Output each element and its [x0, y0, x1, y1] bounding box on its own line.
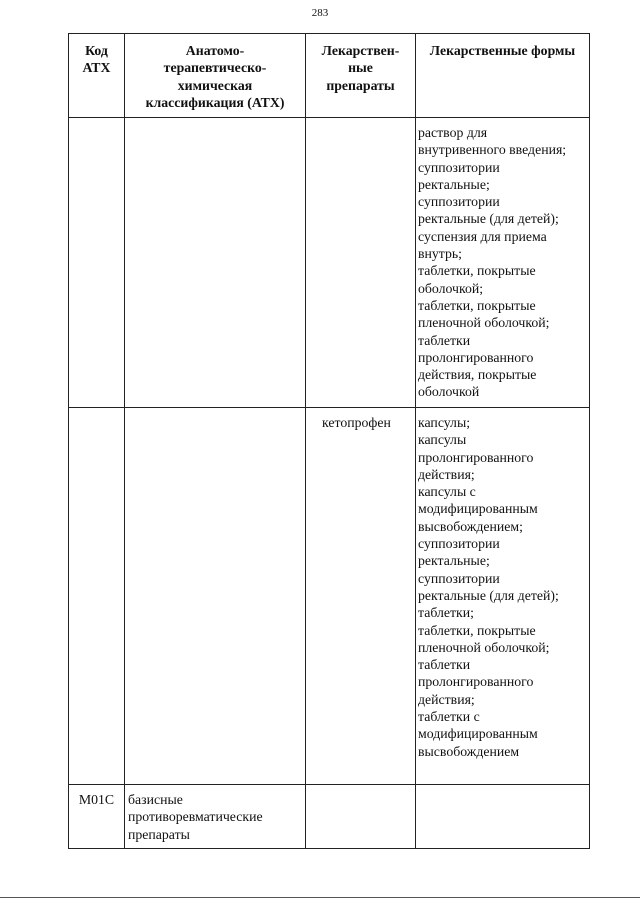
form-line: действия; [418, 691, 475, 707]
header-code-line: Код [85, 43, 108, 58]
cell-classification [125, 785, 306, 849]
form-line: действия; [418, 466, 475, 482]
table-row [69, 118, 590, 408]
form-line: внутривенного введения; [418, 142, 567, 158]
form-line: суппозитории [418, 194, 500, 210]
header-forms-line: Лекарственные формы [429, 43, 576, 58]
cell-code: M01C [69, 785, 125, 849]
cell-drug [306, 785, 416, 849]
header-forms [416, 34, 590, 118]
header-row [69, 34, 590, 118]
cell-drug: кетопрофен [306, 408, 416, 785]
form-line: пролонгированного [418, 674, 534, 690]
form-line: капсулы [418, 432, 467, 448]
form-line: таблетки [418, 332, 471, 348]
cell-code [69, 408, 125, 785]
table-row [69, 785, 590, 849]
form-line: пленочной оболочкой; [418, 639, 550, 655]
header-classification-line: химическая [177, 77, 253, 93]
form-line: суппозитории [418, 570, 500, 586]
form-line: оболочкой; [418, 280, 484, 296]
form-line: модифицированным [418, 501, 538, 517]
classification-line: базисные [128, 792, 183, 807]
form-line: действия, покрытые [418, 367, 537, 383]
header-code [69, 34, 125, 118]
form-line: высвобождением [418, 743, 520, 759]
form-line: оболочкой [418, 384, 480, 400]
header-drugs-line: ные [348, 60, 373, 76]
header-classification-line: классификация (АТХ) [145, 94, 285, 110]
form-line: таблетки, покрытые [418, 297, 536, 313]
table-row [69, 408, 590, 785]
cell-forms [416, 785, 590, 849]
header-code-line: АТХ [82, 60, 111, 76]
form-line: пролонгированного [418, 449, 534, 465]
form-line: пролонгированного [418, 349, 534, 365]
form-line: таблетки с [418, 709, 480, 725]
form-line: высвобождением; [418, 518, 523, 534]
form-line: ректальные; [418, 176, 490, 192]
cell-classification [125, 118, 306, 408]
cell-code [69, 118, 125, 408]
form-line: таблетки; [418, 605, 474, 621]
form-line: внутрь; [418, 246, 463, 262]
header-classification [125, 34, 306, 118]
form-line: суспензия для приема [418, 228, 547, 244]
form-line: капсулы; [418, 415, 471, 430]
form-line: ректальные (для детей); [418, 211, 559, 227]
form-line: суппозитории [418, 536, 500, 552]
form-line: ректальные (для детей); [418, 587, 559, 603]
atc-drug-table [68, 33, 590, 849]
form-line: раствор для [418, 125, 488, 140]
header-drugs-line: Лекарствен- [321, 43, 400, 58]
header-classification-line: Анатомо- [185, 43, 245, 58]
form-line: пленочной оболочкой; [418, 315, 550, 331]
form-line: таблетки, покрытые [418, 622, 536, 638]
cell-drug [306, 118, 416, 408]
cell-forms [416, 118, 590, 408]
cell-forms [416, 408, 590, 785]
form-line: таблетки [418, 657, 471, 673]
bottom-rule [0, 897, 640, 898]
form-line: суппозитории [418, 159, 500, 175]
form-line: капсулы с [418, 484, 476, 500]
header-drugs [306, 34, 416, 118]
classification-line: препараты [128, 826, 190, 842]
cell-classification [125, 408, 306, 785]
page-number: 283 [311, 7, 329, 19]
header-drugs-line: препараты [326, 77, 395, 93]
header-classification-line: терапевтическо- [163, 60, 267, 76]
classification-line: противоревматические [128, 809, 263, 825]
form-line: таблетки, покрытые [418, 263, 536, 279]
form-line: модифицированным [418, 726, 538, 742]
form-line: ректальные; [418, 553, 490, 569]
